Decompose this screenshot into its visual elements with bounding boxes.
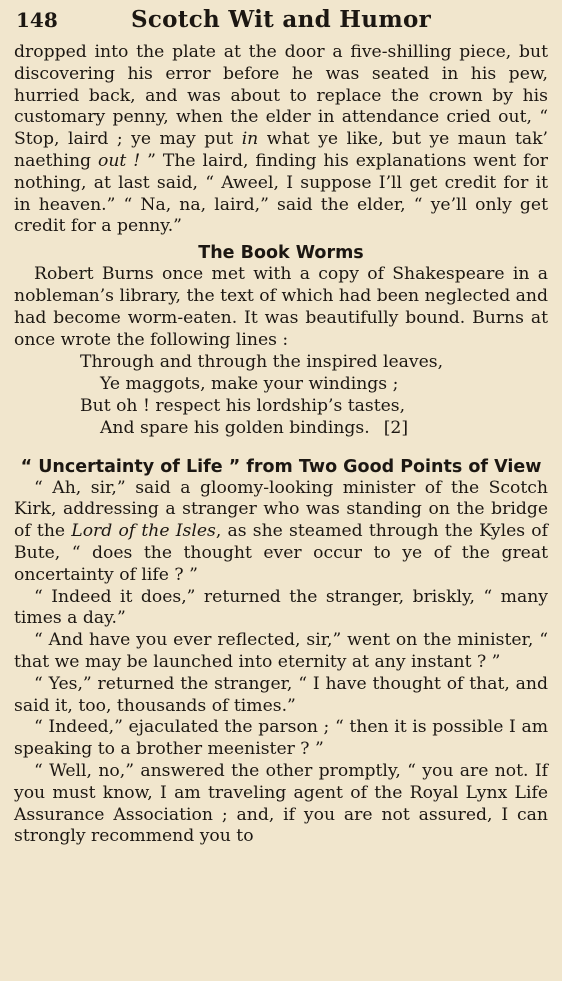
poem-line: But oh ! respect his lordship’s tastes, (80, 395, 406, 416)
section-heading-uncertainty: “ Uncertainty of Life ” from Two Good Points of View (20, 456, 542, 477)
paragraph-dialogue: “ And have you ever reflected, sir,” went on the minister, “ that we may be launched into eternity at any instant ? ” (14, 630, 548, 672)
paragraph-minister: “ Ah, sir,” said a gloomy-looking minister of the Scotch Kirk, addressing a stranger who was standing on the bridge of the Lord of the Isles, as she steamed through the Kyles of Bute, “ does the thought ever occur to ye of the great oncertainty of life ? ” (14, 477, 548, 585)
running-head (14, 6, 548, 42)
paragraph-dialogue: “ Well, no,” answered the other promptly, “ you are not. If you must know, I am traveling agent of the Royal Lynx Life Assurance Association ; and, if you are not assured, I can strongly recommend you to (14, 760, 548, 847)
poem-line: Through and through the inspired leaves, (80, 352, 444, 373)
paragraph-dialogue: “ Yes,” returned the stranger, “ I have thought of that, and said it, too, thousands of times.” (14, 673, 548, 716)
section-heading-book-worms: The Book Worms (198, 243, 364, 264)
poem (14, 352, 548, 439)
poem-line: Ye maggots, make your windings ; (100, 374, 399, 395)
poem-line: And spare his golden bindings. [2] (100, 417, 409, 438)
emphasis-in: in (241, 129, 259, 150)
paragraph-dialogue: “ Indeed it does,” returned the stranger, briskly, “ many times a day.” (14, 586, 548, 629)
paragraph-laird-penny: dropped into the plate at the door a five-shilling piece, but discovering his error before he was seated in his pew, hurried back, and was about to replace the crown by his customary penny, when the elder in attendance cried out, “ Stop, laird ; ye may put in what ye like, but ye maun tak’ naething out ! ” The laird, finding his explanations went for nothing, at last said, “ Aweel, I suppose I’ll get credit for it in heaven.” “ Na, na, laird,” said the elder, “ ye’ll only get credit for a penny.” (14, 42, 549, 237)
reference-number: [2] (383, 417, 409, 438)
ship-name: Lord of the Isles (71, 521, 216, 542)
running-title: Scotch Wit and Humor (130, 6, 432, 33)
paragraph-burns: Robert Burns once met with a copy of Shakespeare in a nobleman’s library, the text of which had been neglected and had become worm-eaten. It was beautifully bound. Burns at once wrote the following lines : (14, 264, 548, 350)
page-number: 148 (16, 8, 58, 32)
emphasis-out: out ! (97, 150, 141, 171)
paragraph-dialogue: “ Indeed,” ejaculated the parson ; “ then it is possible I am speaking to a brother meenister ? ” (14, 717, 548, 760)
